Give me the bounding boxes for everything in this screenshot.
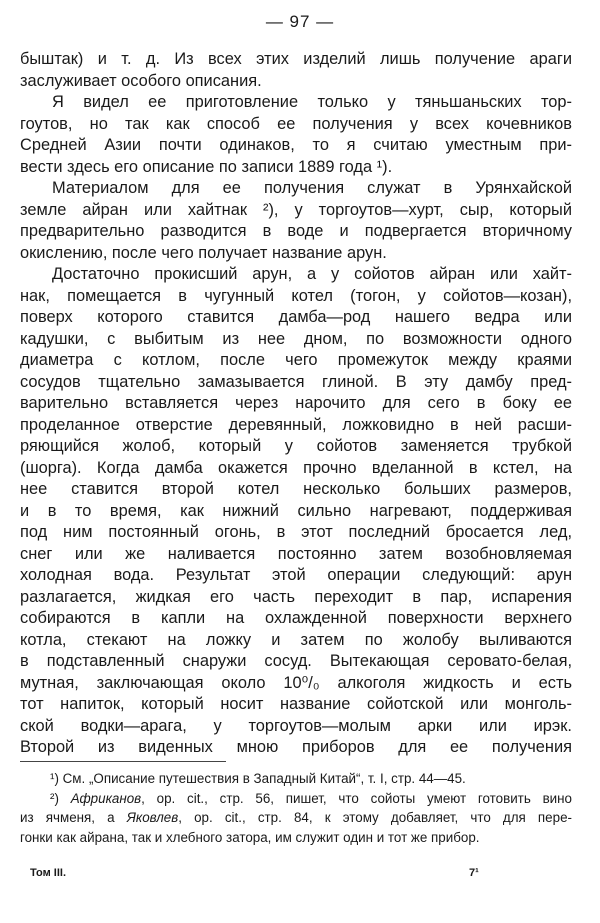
text-line: кадушки, с выбитым из нее дном, по возможности одного xyxy=(20,329,572,348)
text-line: Средней Азии почти одинаков, то я считаю уместным при- xyxy=(20,136,572,154)
text-line: поверх которого ставится дамба—род нашего ведра или xyxy=(20,308,572,326)
text-line: снег или же наливается постоянно затем возобновляемая xyxy=(20,544,572,563)
text-line: (шорга). Когда дамба окажется прочно вделанной в кстел, на xyxy=(20,458,572,477)
text-line: мутная, заключающая около 10⁰/₀ алкоголя жидкость и есть xyxy=(20,673,572,692)
text-line: сосудов тщательно замазывается глиной. В эту дамбу пред- xyxy=(20,372,572,391)
text-line: в подставленный снаружи сосуд. Вытекающая серовато-белая, xyxy=(20,652,572,670)
text-line: предварительно разводится в воде и подвергается вторичному xyxy=(20,222,572,240)
text-line: диаметра с котлом, после чего промежуток между краями xyxy=(20,351,572,369)
text-line: окислению, после чего получает название арун. xyxy=(20,243,387,262)
text-line: гоутов, но так как способ ее получения у всех кочевников xyxy=(20,114,572,133)
page-number: — 97 — xyxy=(265,12,335,31)
footnote-text: , op. cit., стр. 56, пишет, что сойоты умеют готовить вино xyxy=(141,790,573,806)
footnote-author: Яковлев xyxy=(126,810,179,825)
footnote-2-marker: ²) xyxy=(50,790,71,806)
text-line: тот напиток, который носит название сойотской или монголь- xyxy=(20,695,572,713)
text-line: нее ставится второй котел несколько больших размеров, xyxy=(20,480,572,498)
text-line: ряющийся жолоб, который у сойотов заменяется трубкой xyxy=(20,437,572,455)
footnote-author: Африканов xyxy=(70,790,142,806)
paragraph-1 xyxy=(20,49,572,92)
text-line: Я видел ее приготовление только у тяньшаньских тор- xyxy=(52,93,572,111)
footnote-2-line-2 xyxy=(20,808,572,828)
text-line: Второй из виденных мною приборов для ее получения xyxy=(20,738,572,756)
paragraph-2 xyxy=(20,92,572,178)
text-line: собираются в капли на охлажденной поверхности верхнего xyxy=(20,609,572,627)
text-line: разлагается, жидкая его часть переходит в пар, испарения xyxy=(20,587,572,606)
text-line: ской водки—арага, у торгоутов—молым арки или ирэк. xyxy=(20,716,572,735)
text-line: под ним постоянный огонь, в этот последний бросается лед, xyxy=(20,523,572,541)
text-line: вести здесь его описание по записи 1889 года ¹). xyxy=(20,157,393,176)
text-line: Материалом для ее получения служат в Урянхайской xyxy=(52,179,572,197)
signature-mark: 7¹ xyxy=(469,867,479,879)
main-text xyxy=(20,49,572,759)
text-line: проделанное отверстие деревянный, ложковидно в ней расши- xyxy=(20,415,572,434)
footnote-divider xyxy=(20,761,226,762)
text-line: земле айран или хайтнак ²), у торгоутов—хурт, сыр, который xyxy=(20,200,572,219)
text-line: варительно вставляется через нарочито для сего в боку ее xyxy=(20,394,572,412)
text-line: Достаточно прокисший арун, а у сойотов айран или хайт- xyxy=(52,265,572,283)
text-line: быштак) и т. д. Из всех этих изделий лишь получение араги xyxy=(20,50,572,68)
footnote-1: ¹) См. „Описание путешествия в Западный Китай“, т. I, стр. 44—45. xyxy=(50,771,466,786)
volume-label: Том III. xyxy=(30,867,67,879)
paragraph-4 xyxy=(20,264,572,759)
text-line: котла, стекают на ложку и затем по жолобу выливаются xyxy=(20,630,572,649)
footnote-text: из ячменя, а xyxy=(20,810,127,825)
text-line: холодная вода. Результат этой операции следующий: арун xyxy=(20,566,572,584)
text-line: заслуживает особого описания. xyxy=(20,71,262,90)
footnote-2-line-1 xyxy=(20,789,572,809)
text-line: и в то время, как нижний сильно нагревают, поддерживая xyxy=(20,501,572,520)
footnotes xyxy=(20,769,572,847)
footnote-2-line-3: гонки как айрана, так и хлебного затора, им служит один и тот же прибор. xyxy=(20,829,480,845)
footnote-text: , op. cit., стр. 84, к этому добавляет, что для пере- xyxy=(178,810,572,825)
text-line: нак, помещается в чугунный котел (тогон, у сойотов—козан), xyxy=(20,286,572,305)
paragraph-3 xyxy=(20,178,572,264)
